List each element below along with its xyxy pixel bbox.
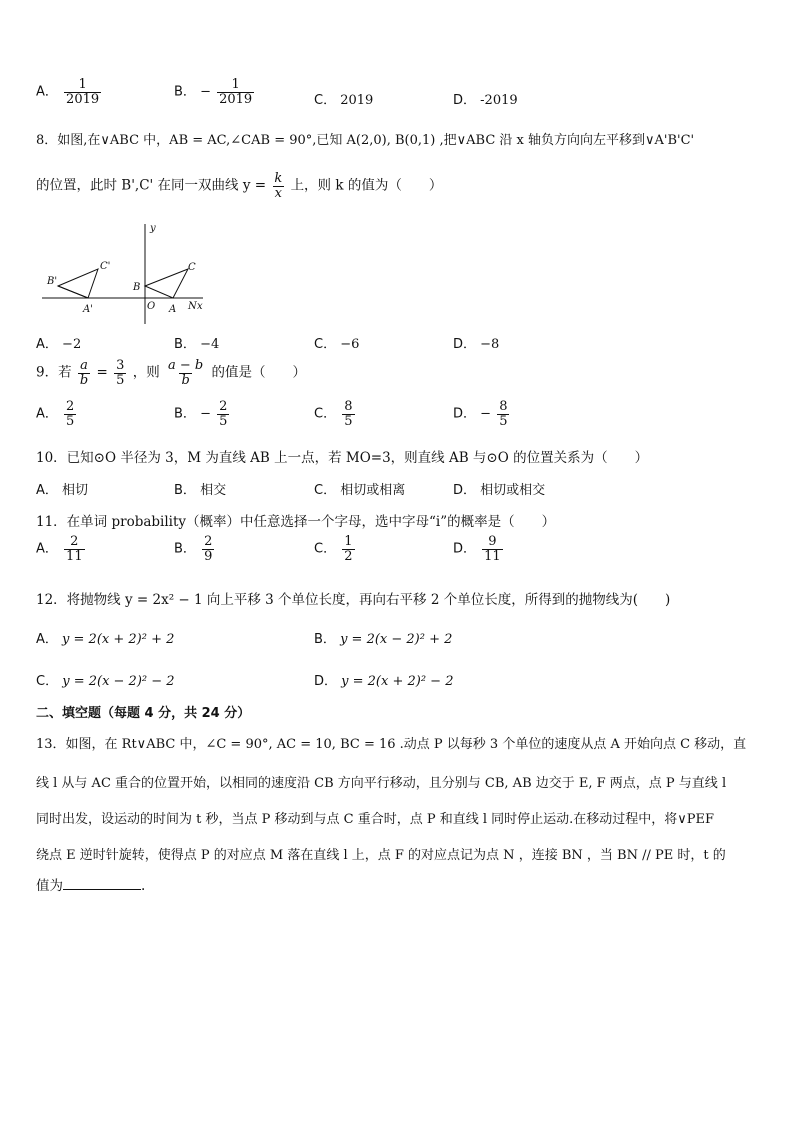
answer-blank[interactable] [63, 877, 141, 890]
q9-option-d-fraction: $\frac{8}{5}$ [499, 399, 508, 429]
label-x: x [197, 301, 203, 312]
q12-option-a: A． y = 2(x + 2)² + 2 [36, 632, 175, 647]
q10-option-d: D． 相切或相交 [453, 483, 546, 498]
q8-option-c: C． −6 [314, 337, 360, 352]
q7-option-d: D． -2019 [453, 93, 518, 108]
q8-stem-line2: 的位置，此时 B',C' 在同一双曲线 y = $\frac{k}{x}$ 上，则 k 的值为（ ） [36, 171, 443, 201]
label-y: y [150, 223, 156, 234]
label-o: O [147, 301, 156, 312]
q11-option-a-fraction: $\frac{2}{11}$ [66, 534, 83, 564]
q10-option-a: A． 相切 [36, 483, 89, 498]
q8-figure [40, 220, 215, 325]
q11-option-a: A． $\frac{2}{11}$ [36, 534, 83, 564]
q13-line-1: 13．如图，在 Rt∨ABC 中，∠C = 90°, AC = 10, BC = 16 .动点 P 以每秒 3 个单位的速度从点 A 开始向点 C 移动，直 [36, 737, 747, 752]
q10-option-b: B． 相交 [174, 483, 227, 498]
label-b-prime: B' [47, 276, 58, 287]
q11-option-d-fraction: $\frac{9}{11}$ [484, 534, 501, 564]
section-title-fill-in: 二、填空题（每题 4 分，共 24 分） [36, 706, 251, 721]
q8-option-a: A． −2 [36, 337, 82, 352]
q9-option-a-fraction: $\frac{2}{5}$ [66, 399, 75, 429]
q11-option-c: C． $\frac{1}{2}$ [314, 534, 353, 564]
q10-stem: 10．已知⊙O 半径为 3，M 为直线 AB 上一点，若 MO=3，则直线 AB 与⊙O 的位置关系为（ ） [36, 450, 649, 466]
q9-a-over-b: $\frac{a}{b}$ [79, 358, 89, 388]
q11-option-c-fraction: $\frac{1}{2}$ [344, 534, 353, 564]
q9-option-c-fraction: $\frac{8}{5}$ [344, 399, 353, 429]
q7-option-a: A． $\frac{1}{2019}$ [36, 77, 100, 107]
q11-stem: 11．在单词 probability（概率）中任意选择一个字母，选中字母“i”的概率是（ ） [36, 514, 556, 530]
q8-k-over-x: $\frac{k}{x}$ [274, 171, 283, 201]
q9-option-b: B． − $\frac{2}{5}$ [174, 399, 228, 429]
triangle-abc [145, 269, 188, 298]
q13-line-5: 值为 . [36, 878, 146, 894]
q7-option-a-fraction: $\frac{1}{2019}$ [66, 77, 100, 107]
q7-option-b-fraction: $\frac{1}{2019}$ [219, 77, 253, 107]
q8-stem-line1: 8．如图,在∨ABC 中，AB = AC,∠CAB = 90°,已知 A(2,0), B(0,1) ,把∨ABC 沿 x 轴负方向向左平移到∨A'B'C' [36, 133, 695, 148]
label-c-prime: C' [100, 261, 111, 272]
q7-option-b: B． − $\frac{1}{2019}$ [174, 77, 253, 107]
label-n: N [188, 301, 197, 312]
q9-option-c: C． $\frac{8}{5}$ [314, 399, 353, 429]
q8-option-b: B． −4 [174, 337, 220, 352]
q12-option-c: C． y = 2(x − 2)² − 2 [36, 674, 175, 689]
q9-expression: $\frac{a - b}{b}$ [168, 358, 204, 388]
q11-option-d: D． $\frac{9}{11}$ [453, 534, 501, 564]
q9-option-a: A． $\frac{2}{5}$ [36, 399, 75, 429]
q7-option-c: C． 2019 [314, 93, 374, 108]
q10-option-c: C． 相切或相离 [314, 483, 406, 498]
q11-option-b-fraction: $\frac{2}{9}$ [204, 534, 213, 564]
q13-line-3: 同时出发，设运动的时间为 t 秒，当点 P 移动到与点 C 重合时，点 P 和直线 l 同时停止运动.在移动过程中，将∨PEF [36, 812, 715, 827]
label-b: B [133, 282, 141, 293]
label-c: C [188, 262, 196, 273]
q9-three-fifths: $\frac{3}{5}$ [116, 358, 125, 388]
label-a: A [169, 304, 177, 315]
q11-option-b: B． $\frac{2}{9}$ [174, 534, 213, 564]
q12-stem: 12．将抛物线 y = 2x² − 1 向上平移 3 个单位长度，再向右平移 2 个单位长度，所得到的抛物线为( ) [36, 592, 671, 608]
q13-line-2: 线 l 从与 AC 重合的位置开始，以相同的速度沿 CB 方向平行移动，且分别与 CB, AB 边交于 E, F 两点，点 P 与直线 l [36, 776, 727, 791]
q9-stem: 9．若 $\frac{a}{b}$ = $\frac{3}{5}$ ，则 $\frac{a - b}{b}$ 的值是（ ） [36, 358, 307, 388]
q12-option-d: D． y = 2(x + 2)² − 2 [314, 674, 454, 689]
q13-line-4: 绕点 E 逆时针旋转，使得点 P 的对应点 M 落在直线 l 上，点 F 的对应点记为点 N ，连接 BN ，当 BN // PE 时，t 的 [36, 848, 726, 863]
label-a-prime: A' [83, 304, 93, 315]
q12-option-b: B． y = 2(x − 2)² + 2 [314, 632, 453, 647]
segment-a-b-prime [58, 286, 88, 298]
q9-option-b-fraction: $\frac{2}{5}$ [219, 399, 228, 429]
q8-option-d: D． −8 [453, 337, 500, 352]
q9-option-d: D． − $\frac{8}{5}$ [453, 399, 508, 429]
